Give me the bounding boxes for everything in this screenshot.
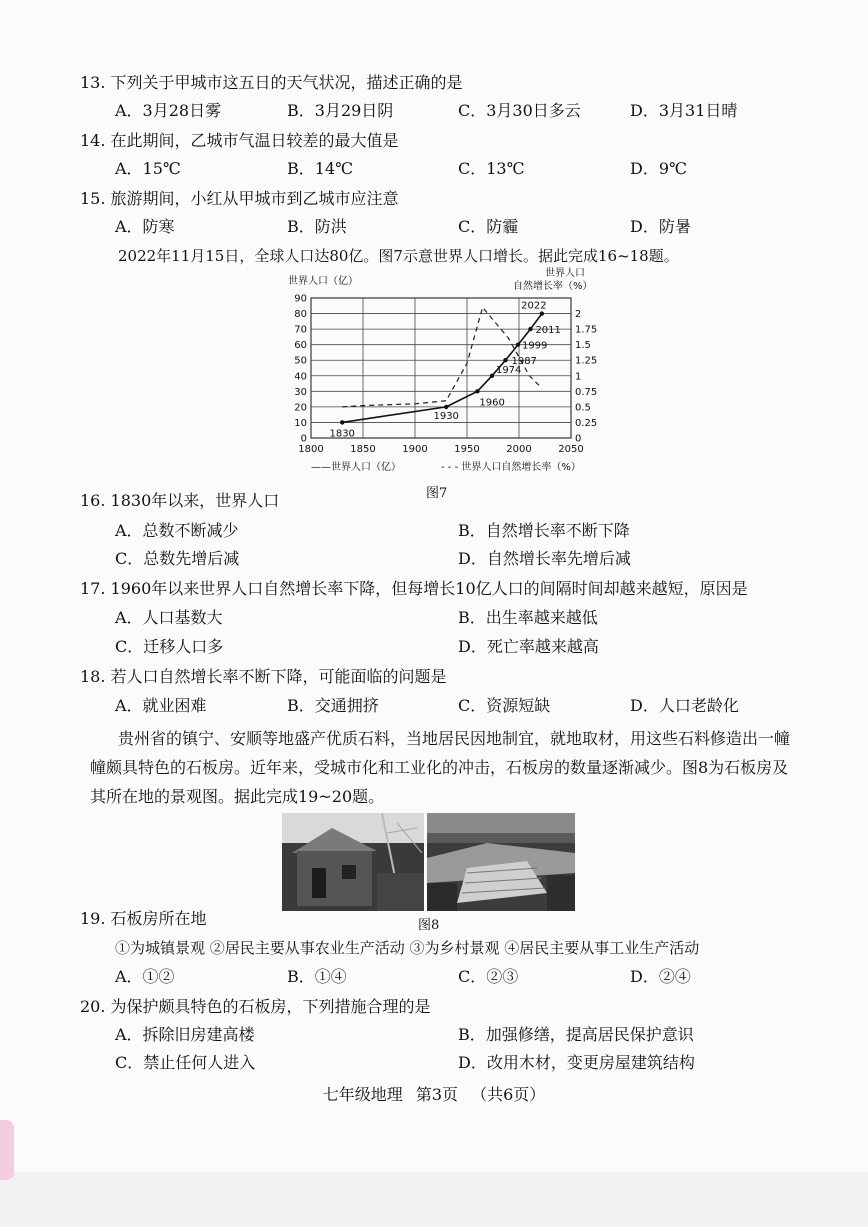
scan-bottom-band bbox=[0, 1172, 868, 1227]
population-point-label: 1974 bbox=[495, 364, 522, 376]
y-right-tick-label: 1.5 bbox=[575, 340, 591, 352]
option-a: A．总数不断减少 bbox=[115, 521, 239, 540]
y-tick-label: 50 bbox=[294, 355, 307, 367]
question-number: 14. bbox=[80, 131, 106, 150]
figure-8-caption: 图8 bbox=[418, 918, 440, 933]
question-17 bbox=[80, 578, 748, 600]
population-point bbox=[503, 358, 507, 362]
intro-population: 2022年11月15日，全球人口达80亿。图7示意世界人口增长。据此完成16~18题。 bbox=[118, 247, 679, 265]
population-point bbox=[475, 389, 479, 393]
option-c: C．防霾 bbox=[458, 217, 519, 236]
population-point-label: 1999 bbox=[521, 340, 548, 352]
question-number: 16. bbox=[80, 491, 106, 510]
figure-7-caption: 图7 bbox=[426, 486, 448, 501]
option-a: A．防寒 bbox=[115, 217, 175, 236]
question-13 bbox=[80, 72, 463, 94]
question-number: 13. bbox=[80, 73, 106, 92]
question-stem: 下列关于甲城市这五日的天气状况，描述正确的是 bbox=[110, 73, 463, 92]
population-point bbox=[528, 327, 532, 331]
option-d: D．自然增长率先增后减 bbox=[458, 549, 631, 568]
question-stem: 1830年以来，世界人口 bbox=[110, 491, 280, 510]
population-point-label: 1830 bbox=[329, 428, 355, 440]
y-right-tick-label: 0.75 bbox=[575, 386, 598, 398]
population-point-label: 1960 bbox=[479, 397, 505, 409]
option-a: A．15℃ bbox=[115, 159, 181, 178]
population-chart bbox=[286, 266, 626, 481]
y-right-tick-label: 0 bbox=[575, 433, 582, 445]
y-tick-label: 20 bbox=[294, 402, 307, 414]
question-stem: 若人口自然增长率不断下降，可能面临的问题是 bbox=[110, 667, 447, 686]
option-b: B．①④ bbox=[287, 967, 347, 986]
y-tick-label: 30 bbox=[294, 386, 307, 398]
footer-total: （共6页） bbox=[471, 1085, 546, 1104]
y-tick-label: 60 bbox=[294, 340, 307, 352]
x-tick-label: 2050 bbox=[558, 444, 584, 455]
stone-house-photo-right bbox=[427, 813, 575, 911]
y-right-tick-label: 1 bbox=[575, 371, 582, 383]
x-tick-label: 1950 bbox=[454, 444, 480, 455]
population-point bbox=[340, 420, 344, 424]
page-footer bbox=[0, 1082, 868, 1105]
question-14 bbox=[80, 130, 399, 152]
question-number: 17. bbox=[80, 579, 106, 598]
option-a: A．人口基数大 bbox=[115, 608, 223, 627]
option-a: A．①② bbox=[115, 967, 175, 986]
y-tick-label: 40 bbox=[294, 371, 307, 383]
question-16 bbox=[80, 490, 279, 512]
y-tick-label: 10 bbox=[294, 417, 307, 429]
y-right-tick-label: 1.75 bbox=[575, 324, 598, 336]
option-d: D．9℃ bbox=[630, 159, 687, 178]
option-d: D．②④ bbox=[630, 967, 691, 986]
x-tick-label: 1800 bbox=[298, 444, 324, 455]
x-tick-label: 2000 bbox=[506, 444, 532, 455]
option-b: B．加强修缮，提高居民保护意识 bbox=[458, 1025, 694, 1044]
x-tick-label: 1850 bbox=[350, 444, 376, 455]
y-right-tick-label: 0.5 bbox=[575, 402, 591, 414]
question-19 bbox=[80, 908, 207, 930]
y-tick-label: 80 bbox=[294, 309, 307, 321]
population-point bbox=[444, 405, 448, 409]
scan-edge-mark bbox=[0, 1120, 14, 1180]
stone-house-photo-left bbox=[282, 813, 424, 911]
y-tick-label: 70 bbox=[294, 324, 307, 336]
question-18 bbox=[80, 666, 447, 688]
option-c: C．②③ bbox=[458, 967, 519, 986]
x-tick-label: 1900 bbox=[402, 444, 428, 455]
option-b: B．自然增长率不断下降 bbox=[458, 521, 630, 540]
option-b: B．防洪 bbox=[287, 217, 347, 236]
intro-stone-house: 贵州省的镇宁、安顺等地盛产优质石料，当地居民因地制宜，就地取材，用这些石料修造出一幢幢颇具特色的石板房。近年来，受城市化和工业化的冲击，石板房的数量逐渐减少。图8为石板房及其所在地的景观图。据此完成19~20题。 bbox=[90, 729, 791, 806]
y-right-axis-label: 自然增长率（%） bbox=[513, 281, 593, 292]
y-tick-label: 0 bbox=[300, 433, 307, 445]
y-right-tick-label: 1.25 bbox=[575, 355, 598, 367]
question-15 bbox=[80, 188, 399, 210]
population-point bbox=[490, 374, 494, 378]
population-point-label: 1987 bbox=[511, 356, 537, 368]
option-a: A．就业困难 bbox=[115, 696, 207, 715]
option-b: B．交通拥挤 bbox=[287, 696, 379, 715]
question-19-statements: ①为城镇景观 ②居民主要从事农业生产活动 ③为乡村景观 ④居民主要从事工业生产活动 bbox=[115, 939, 700, 957]
option-c: C．迁移人口多 bbox=[115, 637, 224, 656]
option-c: C．13℃ bbox=[458, 159, 525, 178]
footer-subject: 七年级地理 bbox=[322, 1085, 403, 1104]
legend-population: ——世界人口（亿） bbox=[311, 462, 401, 473]
option-b: B．14℃ bbox=[287, 159, 354, 178]
question-stem: 旅游期间，小红从甲城市到乙城市应注意 bbox=[110, 189, 399, 208]
population-point-label: 1930 bbox=[433, 410, 459, 422]
y-right-tick-label: 0.25 bbox=[575, 417, 598, 429]
option-c: C．禁止任何人进入 bbox=[115, 1053, 256, 1072]
population-point bbox=[516, 342, 520, 346]
question-stem: 在此期间，乙城市气温日较差的最大值是 bbox=[110, 131, 399, 150]
option-a: A．3月28日雾 bbox=[115, 101, 222, 120]
option-c: C．资源短缺 bbox=[458, 696, 551, 715]
option-d: D．3月31日晴 bbox=[630, 101, 738, 120]
y-right-axis-label: 世界人口 bbox=[545, 268, 585, 279]
question-number: 20. bbox=[80, 997, 106, 1016]
option-b: B．3月29日阴 bbox=[287, 101, 394, 120]
option-d: D．改用木材，变更房屋建筑结构 bbox=[458, 1053, 695, 1072]
option-b: B．出生率越来越低 bbox=[458, 608, 598, 627]
option-d: D．防暑 bbox=[630, 217, 691, 236]
option-c: C．总数先增后减 bbox=[115, 549, 240, 568]
population-point-label: 2022 bbox=[521, 300, 547, 312]
population-point bbox=[540, 311, 544, 315]
option-d: D．人口老龄化 bbox=[630, 696, 739, 715]
question-stem: 石板房所在地 bbox=[110, 909, 207, 928]
option-d: D．死亡率越来越高 bbox=[458, 637, 599, 656]
question-stem: 1960年以来世界人口自然增长率下降，但每增长10亿人口的间隔时间却越来越短，原因是 bbox=[110, 579, 748, 598]
y-right-tick-label: 2 bbox=[575, 309, 582, 321]
option-c: C．3月30日多云 bbox=[458, 101, 581, 120]
option-a: A．拆除旧房建高楼 bbox=[115, 1025, 255, 1044]
question-stem: 为保护颇具特色的石板房，下列措施合理的是 bbox=[110, 997, 431, 1016]
question-number: 18. bbox=[80, 667, 106, 686]
question-number: 19. bbox=[80, 909, 106, 928]
question-number: 15. bbox=[80, 189, 106, 208]
legend-growth-rate: - - - 世界人口自然增长率（%） bbox=[441, 462, 581, 473]
y-tick-label: 90 bbox=[294, 293, 307, 305]
question-20 bbox=[80, 996, 431, 1018]
footer-page: 第3页 bbox=[415, 1085, 458, 1104]
y-axis-label: 世界人口（亿） bbox=[288, 276, 358, 287]
population-point-label: 2011 bbox=[535, 325, 561, 337]
